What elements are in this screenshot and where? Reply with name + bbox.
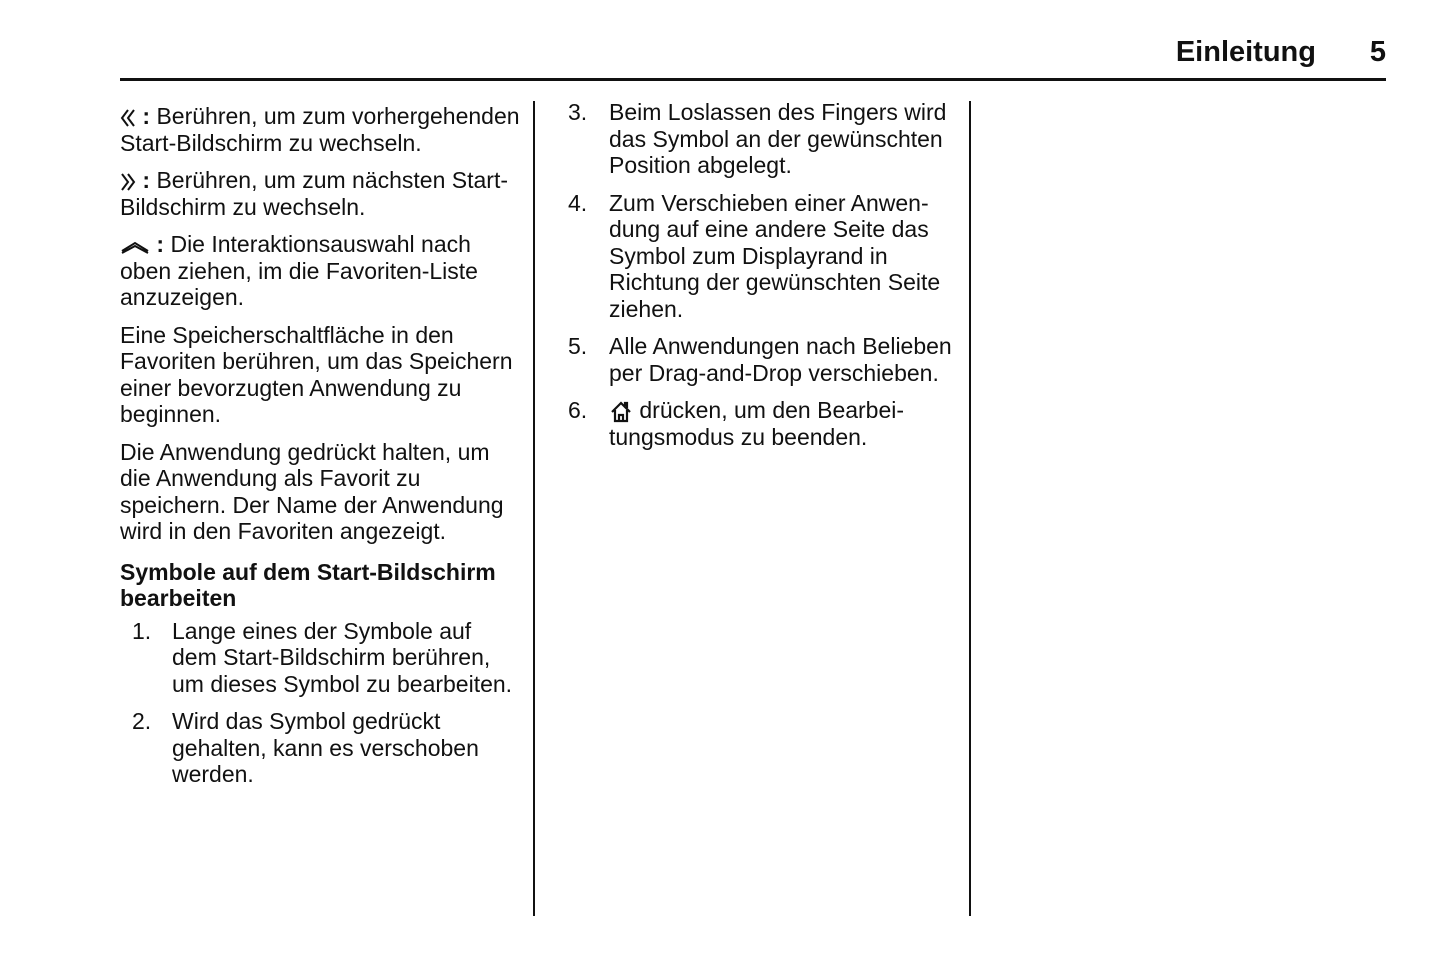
body-paragraph: Eine Speicherschaltfläche in den Favoriten berühren, um das Speichern einer bevorzugten Anwendung zu beginnen. (120, 321, 513, 427)
home-icon (609, 397, 633, 424)
list-item (568, 190, 958, 323)
icon-description: : Berühren, um zum vorhergehenden Start-Bildschirm zu wechseln. (120, 103, 520, 156)
list-item (120, 618, 520, 698)
step-text: Wird das Symbol gedrückt gehalten, kann es verschoben werden. (172, 708, 479, 787)
icon-description-text: Berühren, um zum vorhergehenden Start-Bildschirm zu wechseln. (120, 103, 520, 156)
middle-column (568, 99, 958, 461)
step-number: 1. (132, 617, 152, 644)
step-text: drücken, um den Bearbeitungsmodus zu beenden. (609, 397, 905, 450)
list-item (120, 708, 520, 788)
step-number: 2. (132, 708, 152, 734)
icon-description: : Die Interaktionsauswahl nach oben ziehen, im die Favoriten-Liste anzuzeigen. (120, 231, 478, 310)
column-divider (533, 101, 535, 916)
icon-description: : Berühren, um zum nächsten Start-Bildschirm zu wechseln. (120, 167, 509, 220)
body-paragraph: Die Anwendung gedrückt halten, um die Anwendung als Favorit zu speichern. Der Name der Anwendung wird in den Favoriten angezeigt. (120, 438, 504, 544)
page-number: 5 (1369, 36, 1386, 68)
step-number: 3. (568, 99, 588, 125)
step-number: 6. (568, 397, 588, 423)
left-column (120, 103, 520, 799)
step-text: Alle Anwendungen nach Belieben per Drag-and-Drop verschieben. (609, 333, 952, 386)
step-number: 5. (568, 333, 588, 359)
section-heading: Symbole auf dem Start-Bildschirm bearbeiten (120, 558, 496, 611)
double-chevron-right-icon (120, 167, 136, 194)
list-item (568, 99, 958, 179)
icon-description-text: Die Interaktionsauswahl nach oben ziehen, im die Favoriten-Liste anzuzeigen. (120, 231, 478, 310)
chevron-up-icon (120, 231, 150, 258)
icon-description-text: Berühren, um zum nächsten Start-Bildschirm zu wechseln. (120, 167, 509, 220)
list-item (568, 333, 958, 386)
page-header-title: Einleitung (1175, 36, 1316, 68)
step-text: Zum Verschieben einer Anwendung auf eine andere Seite das Symbol zum Displayrand in Richtung der gewünschten Seite ziehen. (609, 189, 941, 322)
header-rule (120, 78, 1386, 81)
step-text: Beim Loslassen des Fingers wird das Symbol an der gewünschten Position abgelegt. (609, 99, 947, 178)
step-number: 4. (568, 189, 588, 216)
column-divider (969, 101, 971, 916)
step-text: Lange eines der Symbole auf dem Start-Bildschirm berühren, um dieses Symbol zu bearbeiten. (172, 617, 513, 697)
step-list (568, 99, 958, 450)
list-item (568, 397, 958, 450)
step-list (120, 618, 520, 788)
double-chevron-left-icon (120, 103, 136, 130)
